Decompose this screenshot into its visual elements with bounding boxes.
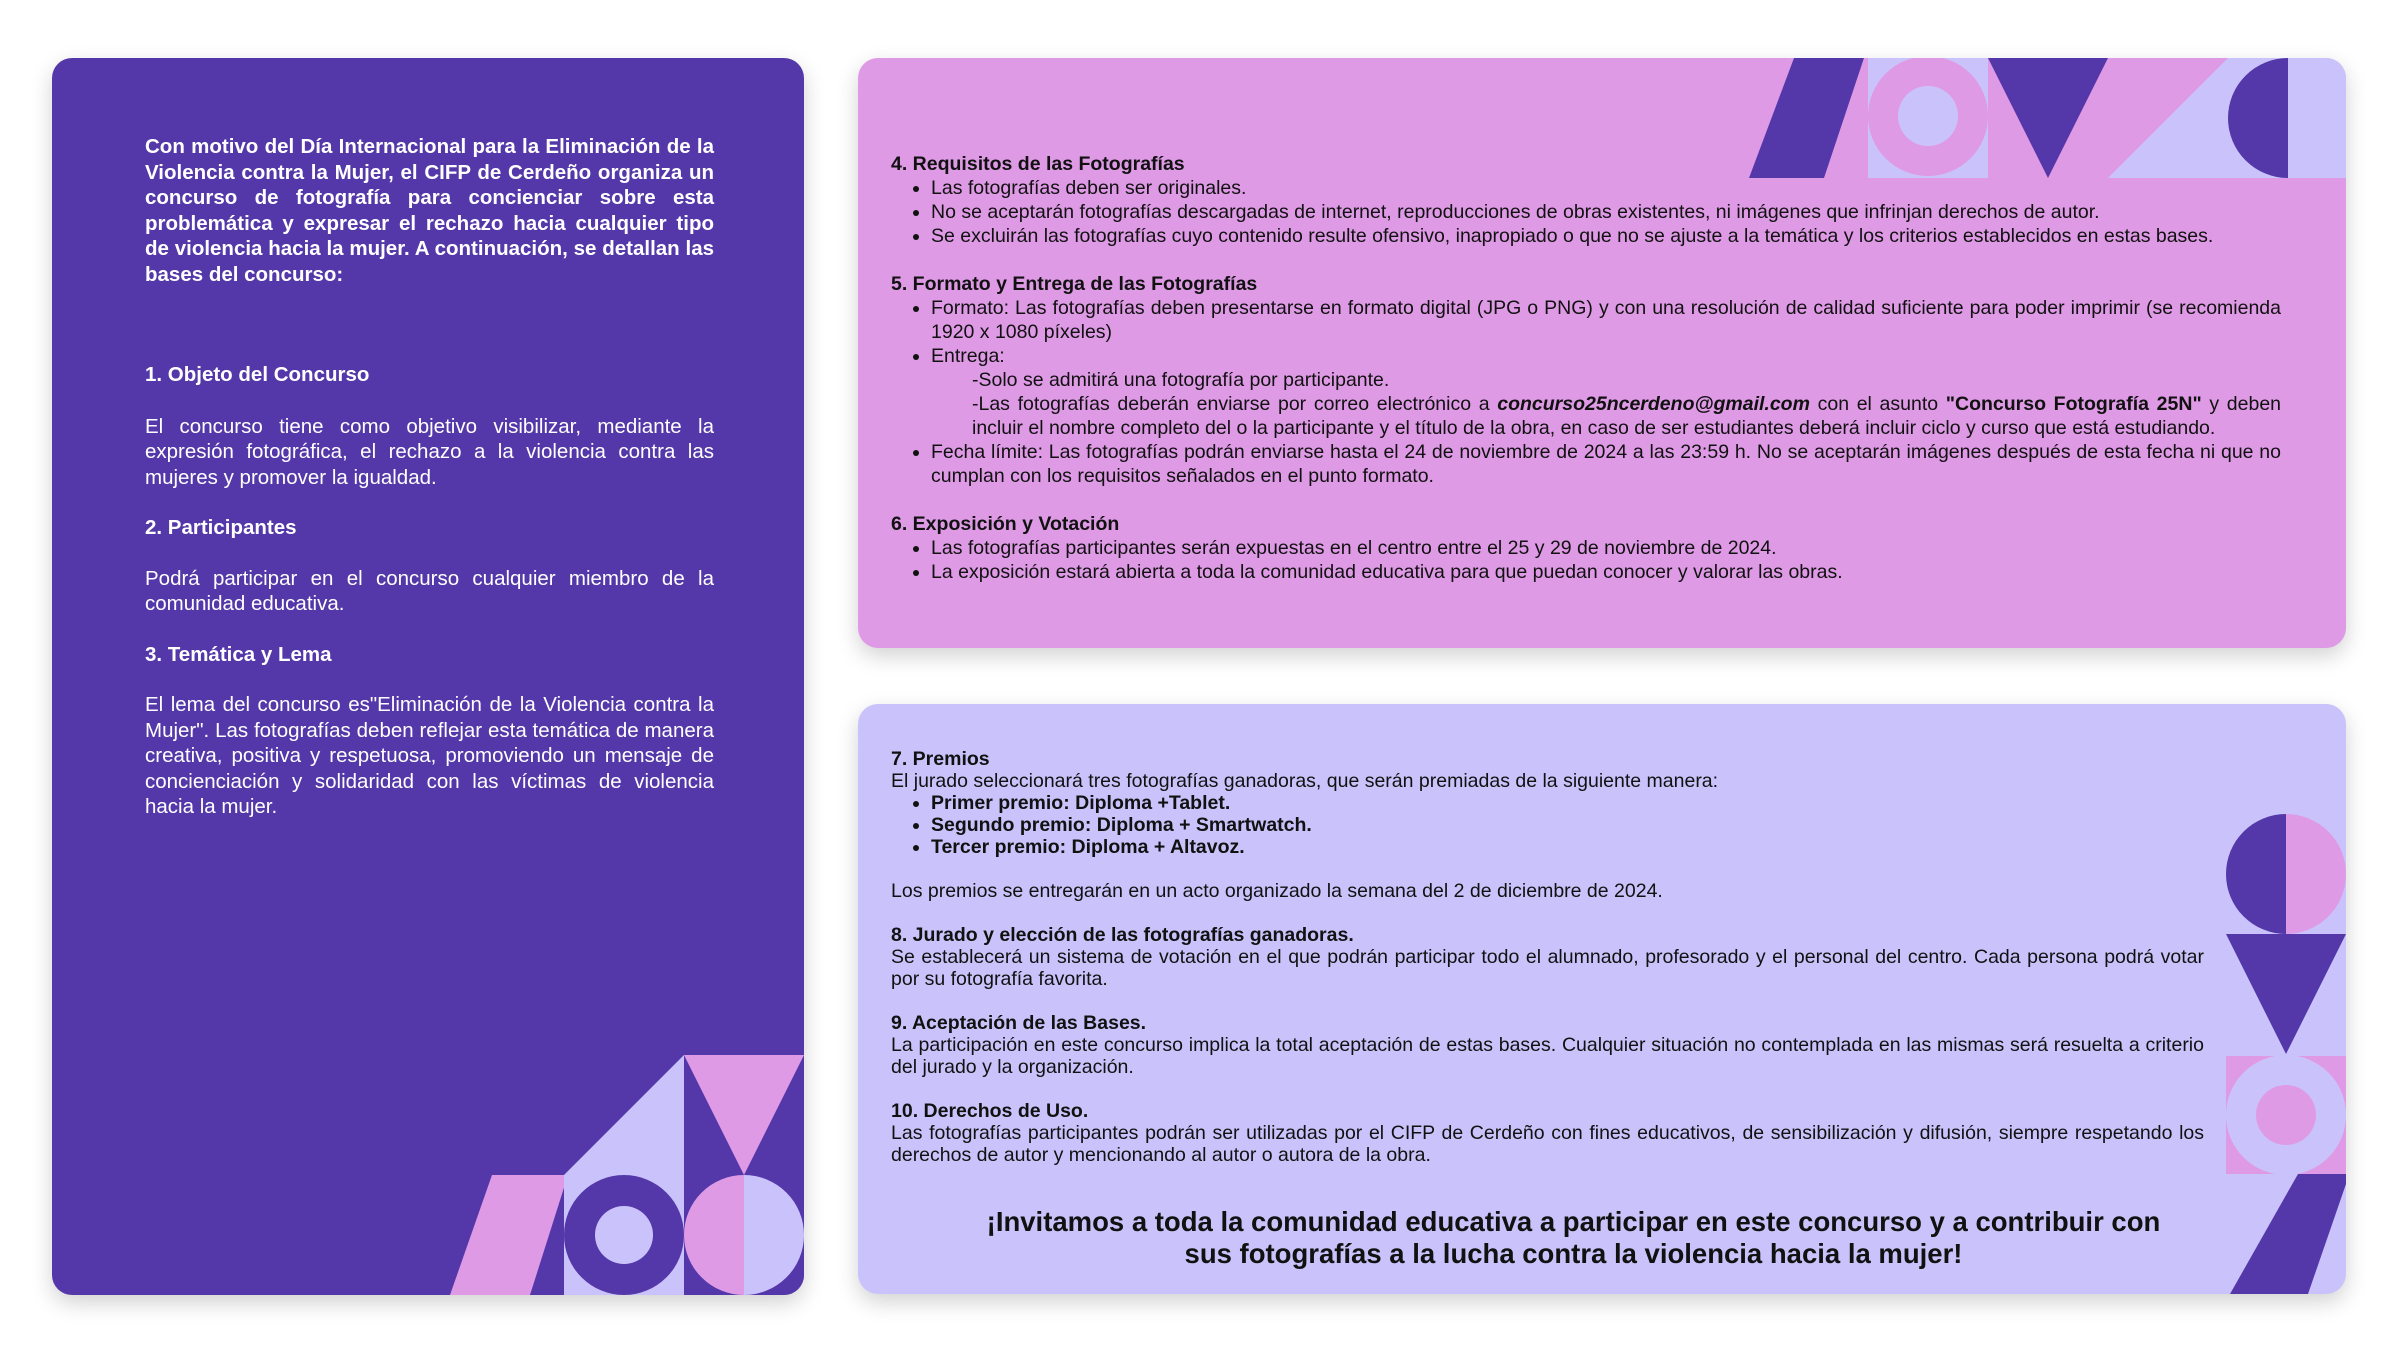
- entrega-line-1: -Solo se admitirá una fotografía por participante.: [972, 369, 1390, 391]
- section-10-text: Las fotografías participantes podrán ser utilizadas por el CIFP de Cerdeño con fines educativos, de sensibilización y difusión, siempre respetando los derechos de autor y mencionando al autor o autora de la obra.: [891, 1122, 2204, 1166]
- deco-ring-hole: [2256, 1085, 2316, 1145]
- left-panel: [52, 58, 804, 1295]
- section-1-title: 1. Objeto del Concurso: [145, 363, 370, 386]
- list-item: • No se aceptarán fotografías descargadas de internet, reproducciones de obras existentes, ni imágenes que infrinjan derechos de autor.: [931, 200, 2281, 224]
- deco-ring-hole: [595, 1206, 653, 1264]
- email-subject: "Concurso Fotografía 25N": [1945, 393, 2202, 415]
- left-geometric-decoration: [52, 58, 804, 1295]
- section-9-title: 9. Aceptación de las Bases.: [891, 1012, 1147, 1034]
- section-9-text: La participación en este concurso implica la total aceptación de estas bases. Cualquier situación no contemplada en las mismas será resuelta a criterio del jurado y la organización.: [891, 1034, 2204, 1078]
- deco-purple-parallelogram: [2230, 1174, 2346, 1294]
- deco-purple-half-circle: [2226, 814, 2286, 934]
- list-item: • Se excluirán las fotografías cuyo contenido resulte ofensivo, inapropiado o que no se ajuste a la temática y los criterios establecidos en estas bases.: [931, 224, 2281, 248]
- list-item: • Las fotografías deben ser originales.: [931, 176, 2281, 200]
- section-10-title: 10. Derechos de Uso.: [891, 1100, 1089, 1122]
- list-item: • Tercer premio: Diploma + Altavoz.: [931, 836, 2204, 858]
- bottom-content: [891, 748, 2204, 1166]
- section-3-text: El lema del concurso es"Eliminación de la Violencia contra la Mujer". Las fotografías deben reflejar esta temática de manera creativa, positiva y respetuosa, promoviendo un mensaje de concienciación y solidaridad con las víctimas de violencia hacia la mujer.: [145, 693, 714, 818]
- deco-pink-ring-hole: [1898, 86, 1958, 146]
- section-1-text: El concurso tiene como objetivo visibilizar, mediante la expresión fotográfica, el rechazo a la violencia contra las mujeres y promover la igualdad.: [145, 414, 714, 489]
- list-item: [931, 344, 2281, 440]
- list-item: • Segundo premio: Diploma + Smartwatch.: [931, 814, 2204, 836]
- entrega-label: Entrega:: [931, 345, 1005, 367]
- list-item: • Primer premio: Diploma +Tablet.: [931, 792, 2204, 814]
- section-7-note: Los premios se entregarán en un acto organizado la semana del 2 de diciembre de 2024.: [891, 880, 1663, 902]
- closing-invitation: ¡Invitamos a toda la comunidad educativa a participar en este concurso y a contribuir con sus fotografías a la lucha contra la violencia hacia la mujer!: [986, 1206, 2161, 1269]
- section-4-title: 4. Requisitos de las Fotografías: [891, 153, 1185, 175]
- intro-paragraph: Con motivo del Día Internacional para la Eliminación de la Violencia contra la Mujer, el CIFP de Cerdeño organiza un concurso de fotografía para concienciar sobre esta problemática y expresar el rechazo hacia cualquier tipo de violencia hacia la mujer. A continuación, se detallan las bases del concurso:: [145, 135, 714, 286]
- section-7-title: 7. Premios: [891, 748, 990, 770]
- section-2-text: Podrá participar en el concurso cualquier miembro de la comunidad educativa.: [145, 566, 714, 615]
- top-right-panel: [858, 58, 2346, 648]
- entrega-text-c: y deben incluir el nombre completo del o la participante y el título de la obra, en caso de ser estudiantes deberá incluir ciclo y curso que está estudiando.: [972, 393, 2282, 439]
- entrega-text-b: con el asunto: [1809, 393, 1946, 415]
- section-6-title: 6. Exposición y Votación: [891, 513, 1120, 535]
- section-2-title: 2. Participantes: [145, 516, 297, 539]
- deco-lavender-triangle: [564, 1055, 684, 1175]
- section-5-title: 5. Formato y Entrega de las Fotografías: [891, 273, 1258, 295]
- section-8-text: Se establecerá un sistema de votación en el que podrán participar todo el alumnado, profesorado y el personal del centro. Cada persona podrá votar por su fotografía favorita.: [891, 946, 2204, 990]
- section-3-title: 3. Temática y Lema: [145, 642, 332, 666]
- list-item: • La exposición estará abierta a toda la comunidad educativa para que puedan conocer y valorar las obras.: [931, 560, 2281, 584]
- top-content: [891, 152, 2281, 584]
- deco-pink-half-circle: [2286, 814, 2346, 934]
- section-6-list: [891, 536, 2281, 584]
- section-4-list: [891, 176, 2281, 248]
- list-item: • Fecha límite: Las fotografías podrán enviarse hasta el 24 de noviembre de 2024 a las 23:59 h. No se aceptarán imágenes después de esta fecha ni que no cumplan con los requisitos señalados en el punto formato.: [931, 440, 2281, 488]
- section-5-list: [891, 296, 2281, 488]
- section-8-title: 8. Jurado y elección de las fotografías ganadoras.: [891, 924, 1354, 946]
- entrega-text-a: -Las fotografías deberán enviarse por correo electrónico a: [972, 393, 1498, 415]
- list-item: • Las fotografías participantes serán expuestas en el centro entre el 25 y 29 de noviembre de 2024.: [931, 536, 2281, 560]
- bottom-right-panel: [858, 704, 2346, 1294]
- entrega-line-2: [931, 392, 2281, 440]
- prize-list: [891, 792, 2204, 858]
- email-address: concurso25ncerdeno@gmail.com: [1497, 393, 1810, 415]
- section-7-intro: El jurado seleccionará tres fotografías ganadoras, que serán premiadas de la siguiente manera:: [891, 770, 1719, 792]
- list-item: • Formato: Las fotografías deben presentarse en formato digital (JPG o PNG) y con una resolución de calidad suficiente para poder imprimir (se recomienda 1920 x 1080 píxeles): [931, 296, 2281, 344]
- deco-purple-down-triangle: [2226, 934, 2346, 1054]
